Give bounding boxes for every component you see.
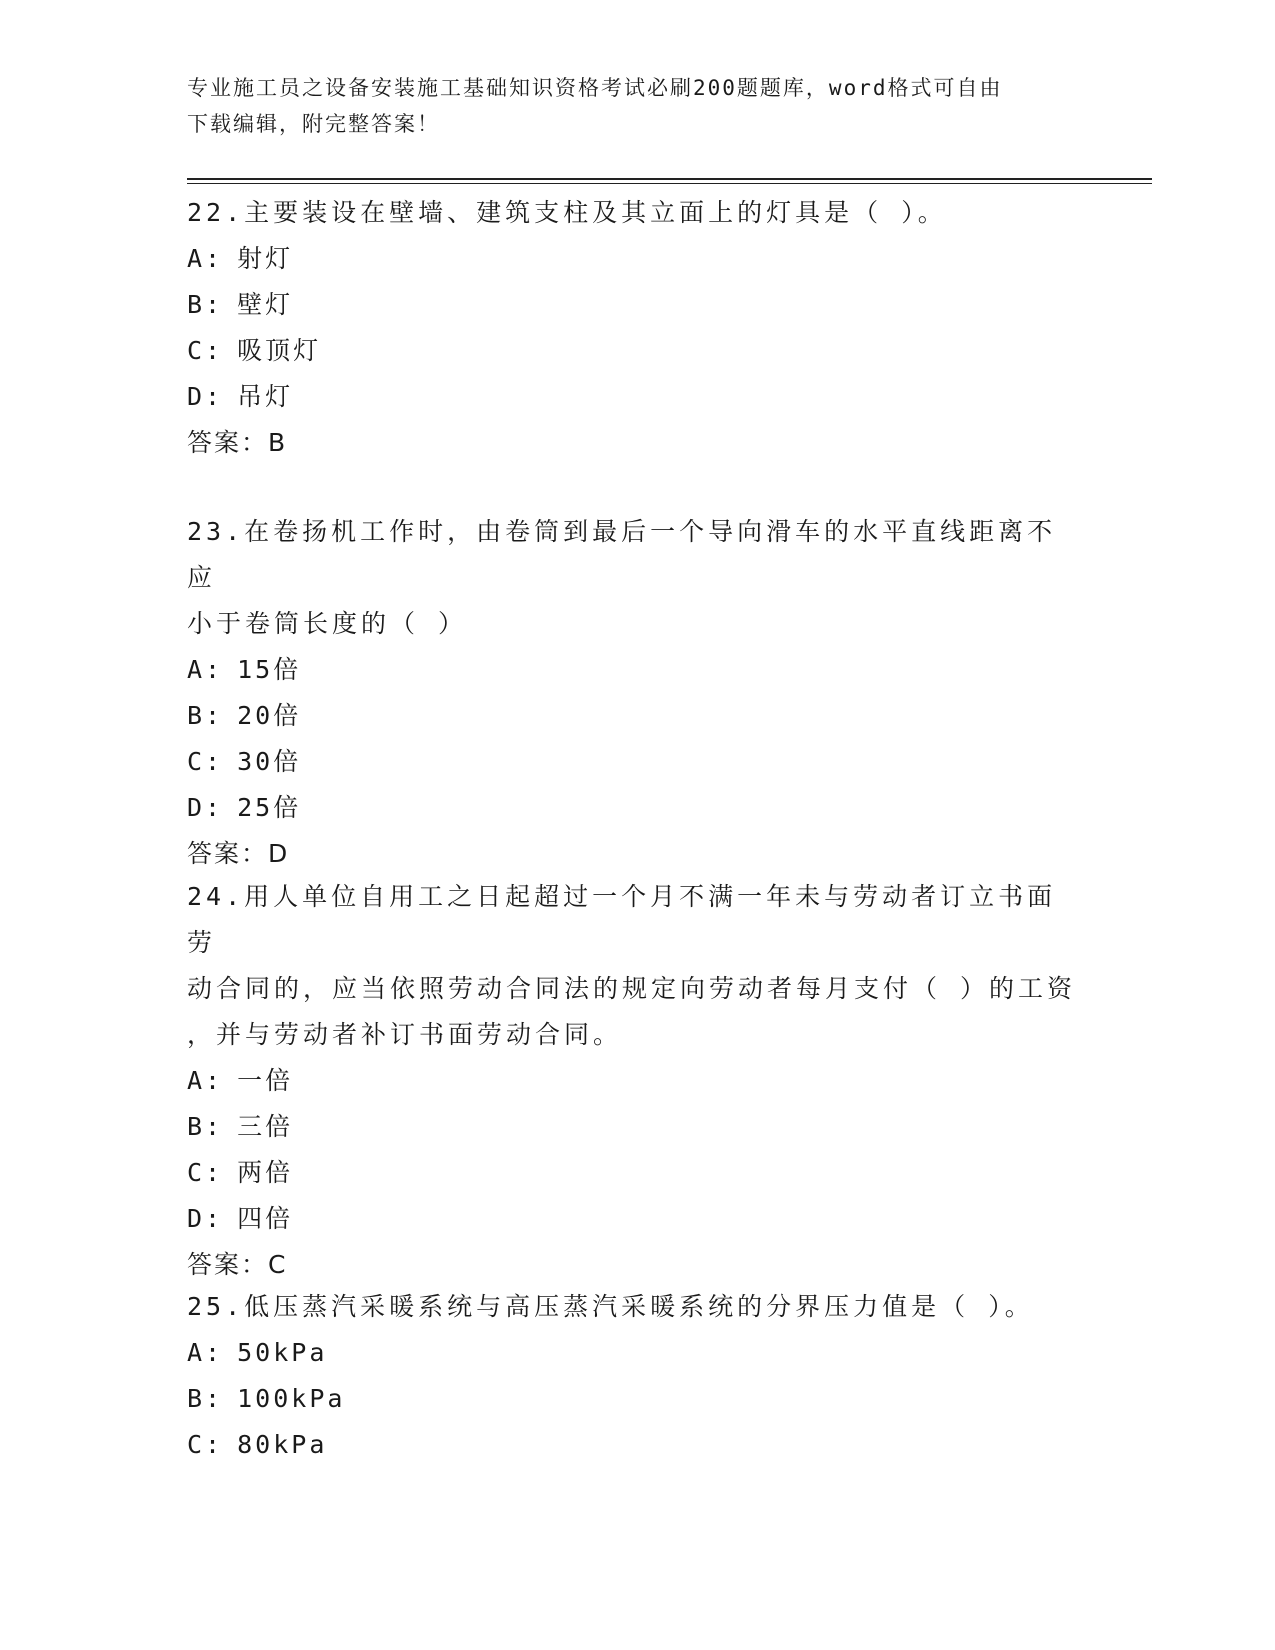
question-24 xyxy=(187,874,1077,1288)
option-value: 一倍 xyxy=(237,1066,294,1095)
option-value: 吸顶灯 xyxy=(237,336,322,365)
option-value: 80kPa xyxy=(237,1430,328,1459)
option-value: 15倍 xyxy=(237,655,302,684)
question-text: 24.用人单位自用工之日起超过一个月不满一年未与劳动者订立书面劳 动合同的，应当依照劳动合同法的规定向劳动者每月支付（ ）的工资 ，并与劳动者补订书面劳动合同。 xyxy=(187,882,1077,1049)
option-a xyxy=(187,1058,1077,1104)
answer: 答案：C xyxy=(187,1250,288,1279)
option-value: 50kPa xyxy=(237,1338,328,1367)
option-value: 吊灯 xyxy=(237,382,294,411)
option-letter: C: xyxy=(187,336,224,365)
option-b xyxy=(187,282,1077,328)
option-c xyxy=(187,1150,1077,1196)
option-d xyxy=(187,785,1077,831)
option-letter: C: xyxy=(187,1158,224,1187)
option-c xyxy=(187,739,1077,785)
option-letter: D: xyxy=(187,793,224,822)
option-letter: A: xyxy=(187,1066,224,1095)
option-d xyxy=(187,1196,1077,1242)
header-rule-bottom xyxy=(187,183,1152,184)
option-letter: C: xyxy=(187,747,224,776)
option-letter: B: xyxy=(187,1112,224,1141)
question-text: 23.在卷扬机工作时，由卷筒到最后一个导向滑车的水平直线距离不应 小于卷筒长度的（ ） xyxy=(187,517,1057,638)
question-22 xyxy=(187,190,1077,466)
option-letter: D: xyxy=(187,1204,224,1233)
document-header xyxy=(187,70,1067,142)
header-line-2: 下载编辑，附完整答案！ xyxy=(187,112,440,136)
question-25 xyxy=(187,1284,1077,1468)
option-letter: D: xyxy=(187,382,224,411)
question-text: 22.主要装设在壁墙、建筑支柱及其立面上的灯具是（ ）。 xyxy=(187,198,947,227)
option-letter: B: xyxy=(187,1384,224,1413)
option-letter: B: xyxy=(187,701,224,730)
option-letter: A: xyxy=(187,655,224,684)
question-text: 25.低压蒸汽采暖系统与高压蒸汽采暖系统的分界压力值是（ ）。 xyxy=(187,1292,1034,1321)
option-a xyxy=(187,236,1077,282)
option-value: 25倍 xyxy=(237,793,302,822)
header-line-1: 专业施工员之设备安装施工基础知识资格考试必刷200题题库，word格式可自由 xyxy=(187,76,1003,100)
option-letter: A: xyxy=(187,1338,224,1367)
option-value: 两倍 xyxy=(237,1158,294,1187)
option-value: 30倍 xyxy=(237,747,302,776)
option-b xyxy=(187,693,1077,739)
question-23 xyxy=(187,509,1077,877)
option-value: 壁灯 xyxy=(237,290,294,319)
option-value: 三倍 xyxy=(237,1112,294,1141)
header-rule-top xyxy=(187,178,1152,180)
option-b xyxy=(187,1376,1077,1422)
option-c xyxy=(187,328,1077,374)
option-letter: C: xyxy=(187,1430,224,1459)
option-a xyxy=(187,647,1077,693)
option-letter: B: xyxy=(187,290,224,319)
option-letter: A: xyxy=(187,244,224,273)
option-c xyxy=(187,1422,1077,1468)
option-a xyxy=(187,1330,1077,1376)
option-value: 100kPa xyxy=(237,1384,346,1413)
option-value: 四倍 xyxy=(237,1204,294,1233)
answer: 答案：D xyxy=(187,839,290,868)
answer: 答案：B xyxy=(187,428,288,457)
option-d xyxy=(187,374,1077,420)
option-value: 射灯 xyxy=(237,244,294,273)
option-b xyxy=(187,1104,1077,1150)
option-value: 20倍 xyxy=(237,701,302,730)
